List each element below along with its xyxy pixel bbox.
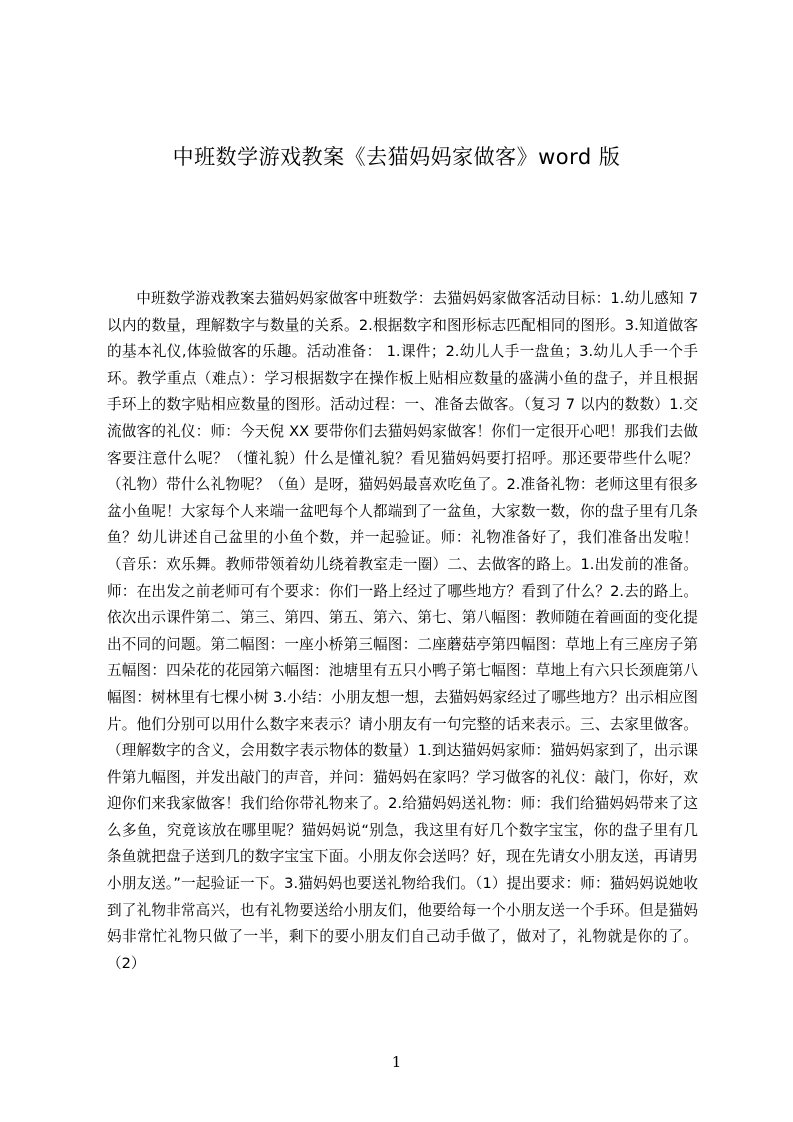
document-title: 中班数学游戏教案《去猫妈妈家做客》word 版 [172,145,621,169]
body-paragraph: 中班数学游戏教案去猫妈妈家做客中班数学：去猫妈妈家做客活动目标：1.幼儿感知 7 以内的数量，理解数字与数量的关系。2.根据数字和图形标志匹配相同的图形。3.知道做客的基本礼仪,体验做客的乐趣。活动准备： 1.课件；2.幼儿人手一盘鱼；3.幼儿人手一个手环。教学重点（难点）：学习根据数字在操作板上贴相应数量的盛满小鱼的盘子，并且根据手环上的数字贴相应数量的图形。活动过程：一、准备去做客。（复习 7 以内的数数）1.交流做客的礼仪：师：今天倪 XX 要带你们去猫妈妈家做客！你们一定很开心吧！那我们去做客要注意什么呢？（懂礼貌）什么是懂礼貌？看见猫妈妈要打招呼。那还要带些什么呢？（礼物）带什么礼物呢？（鱼）是呀，猫妈妈最喜欢吃鱼了。2.准备礼物：老师这里有很多盆小鱼呢！大家每个人来端一盆吧每个人都端到了一盆鱼，大家数一数，你的盘子里有几条鱼？幼儿讲述自己盆里的小鱼个数，并一起验证。师：礼物准备好了，我们准备出发啦！（音乐：欢乐舞。教师带领着幼儿绕着教室走一圈）二、去做客的路上。1.出发前的准备。师：在出发之前老师可有个要求：你们一路上经过了哪些地方？看到了什么？2.去的路上。依次出示课件第二、第三、第四、第五、第六、第七、第八幅图：教师随在着画面的变化提出不同的问题。第二幅图：一座小桥第三幅图：二座蘑菇亭第四幅图：草地上有三座房子第五幅图：四朵花的花园第六幅图：池塘里有五只小鸭子第七幅图：草地上有六只长颈鹿第八幅图：树林里有七棵小树 3.小结：小朋友想一想，去猫妈妈家经过了哪些地方？出示相应图片。他们分别可以用什么数字来表示？请小朋友有一句完整的话来表示。三、去家里做客。（理解数字的含义，会用数字表示物体的数量）1.到达猫妈妈家师：猫妈妈家到了，出示课件第九幅图，并发出敲门的声音，并问：猫妈妈在家吗？学习做客的礼仪：敲门，你好，欢迎你们来我家做客！我们给你带礼物来了。2.给猫妈妈送礼物：师：我们给猫妈妈带来了这么多鱼，究竟该放在哪里呢？猫妈妈说“别急，我这里有好几个数字宝宝，你的盘子里有几条鱼就把盘子送到几的数字宝宝下面。小朋友你会送吗？好，现在先请女小朋友送，再请男小朋友送。”一起验证一下。3.猫妈妈也要送礼物给我们。（1）提出要求：师：猫妈妈说她收到了礼物非常高兴，也有礼物要送给小朋友们，他要给每一个小朋友送一个手环。但是猫妈妈非常忙礼物只做了一半，剩下的要小朋友们自己动手做了，做对了，礼物就是你的了。（2） [107,290,698,972]
page-number: 1 [391,1053,402,1071]
